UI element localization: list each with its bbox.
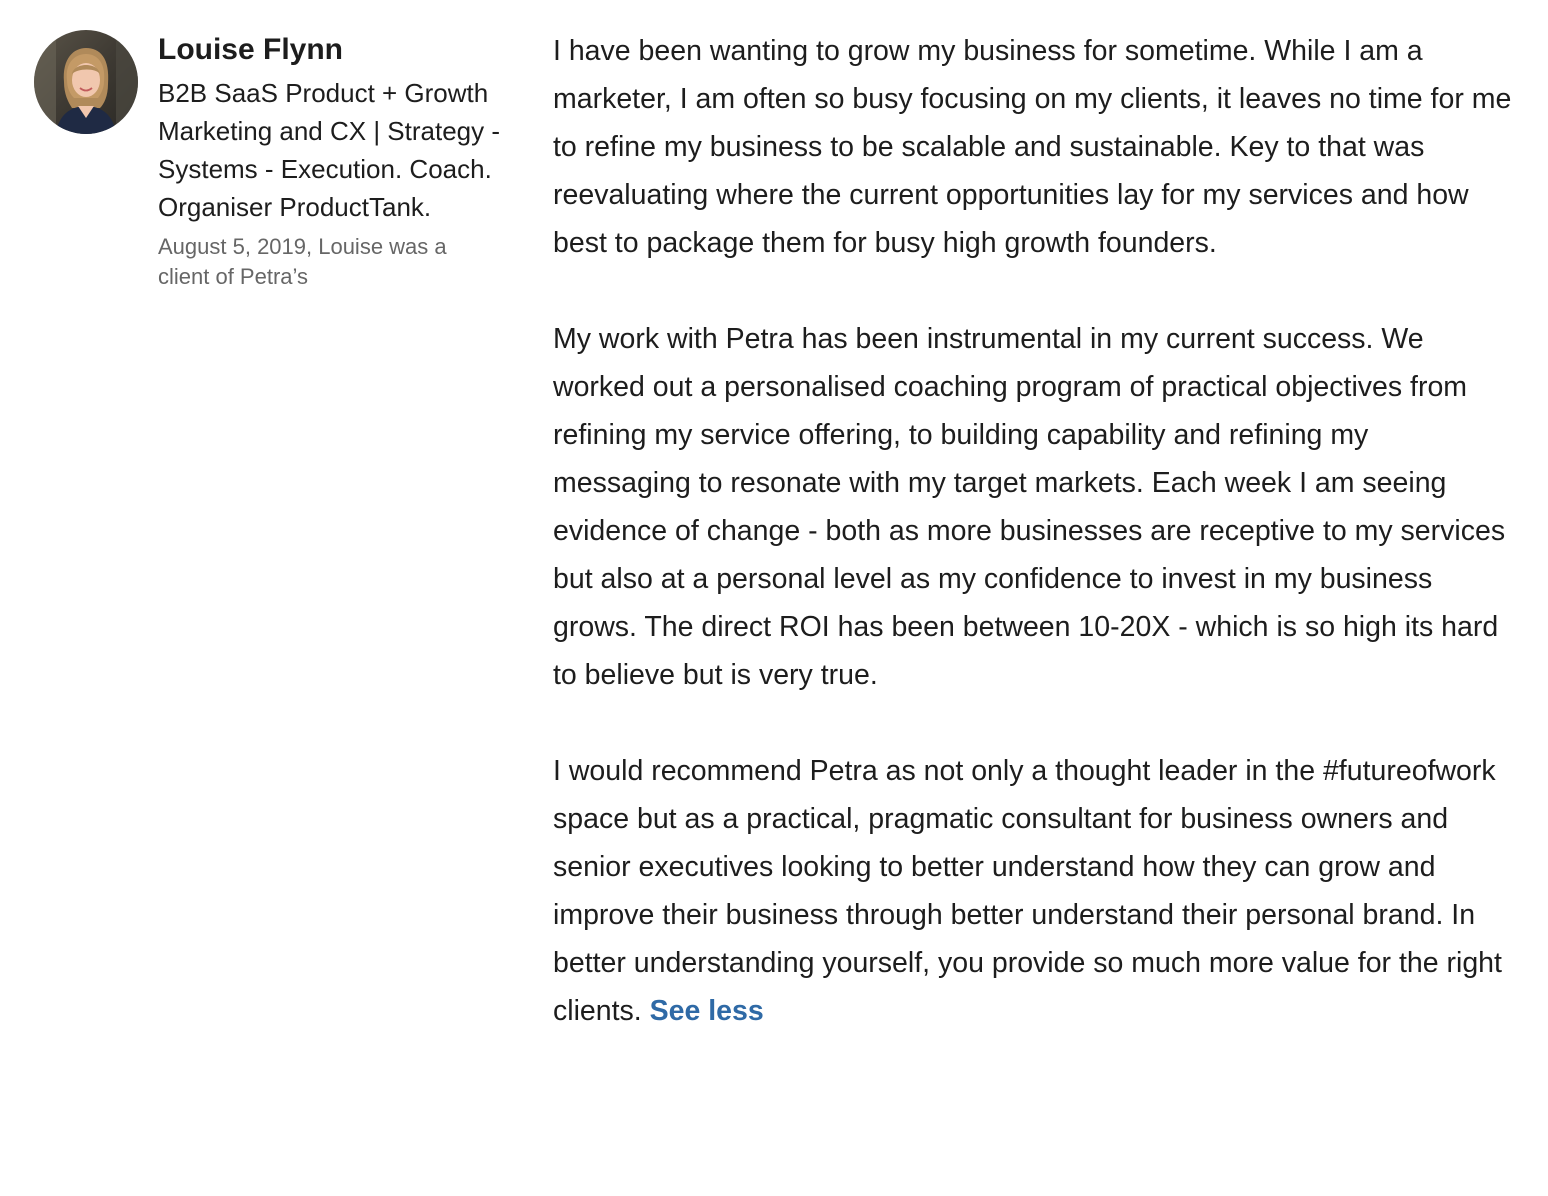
recommendation-text — [553, 27, 1513, 1035]
recommendation-paragraph: I have been wanting to grow my business for sometime. While I am a marketer, I am often so busy focusing on my clients, it leaves no time for me to refine my business to be scalable and sustainable. Key to that was reevaluating where the current opportunities lay for my services and how best to package them for busy high growth founders. — [553, 35, 1512, 259]
recommendation-paragraph — [553, 747, 1513, 1035]
author-headline: B2B SaaS Product + Growth Marketing and CX | Strategy - Systems - Execution. Coach. Organiser ProductTank. — [158, 78, 501, 222]
recommendation-paragraph-text: My work with Petra has been instrumental in my current success. We worked out a personalised coaching program of practical objectives from refining my service offering, to building capability and refining my messaging to resonate with my target markets. Each week I am seeing evidence of change - both as more businesses are receptive to my services but also at a personal level as my confidence to invest in my business grows. The direct ROI has been between 10-20X - which is so high its hard to believe but is very true. — [553, 323, 1506, 691]
author-name[interactable]: Louise Flynn — [158, 33, 344, 66]
recommendation-paragraph-text: I would recommend Petra as not only a thought leader in the #futureofwork space but as a practical, pragmatic consultant for business owners and senior executives looking to better understand how they can grow and improve their business through better understand their personal brand. In better understanding yourself, you provide so much more value for the right clients. — [553, 755, 1502, 1027]
recommendation-paragraph — [553, 315, 1513, 699]
recommendation-meta: August 5, 2019, Louise was a client of Petra’s — [158, 234, 447, 289]
see-less-link[interactable]: See less — [649, 995, 764, 1027]
profile-photo-icon — [34, 30, 138, 134]
avatar[interactable] — [34, 30, 138, 134]
author-info — [158, 30, 528, 292]
